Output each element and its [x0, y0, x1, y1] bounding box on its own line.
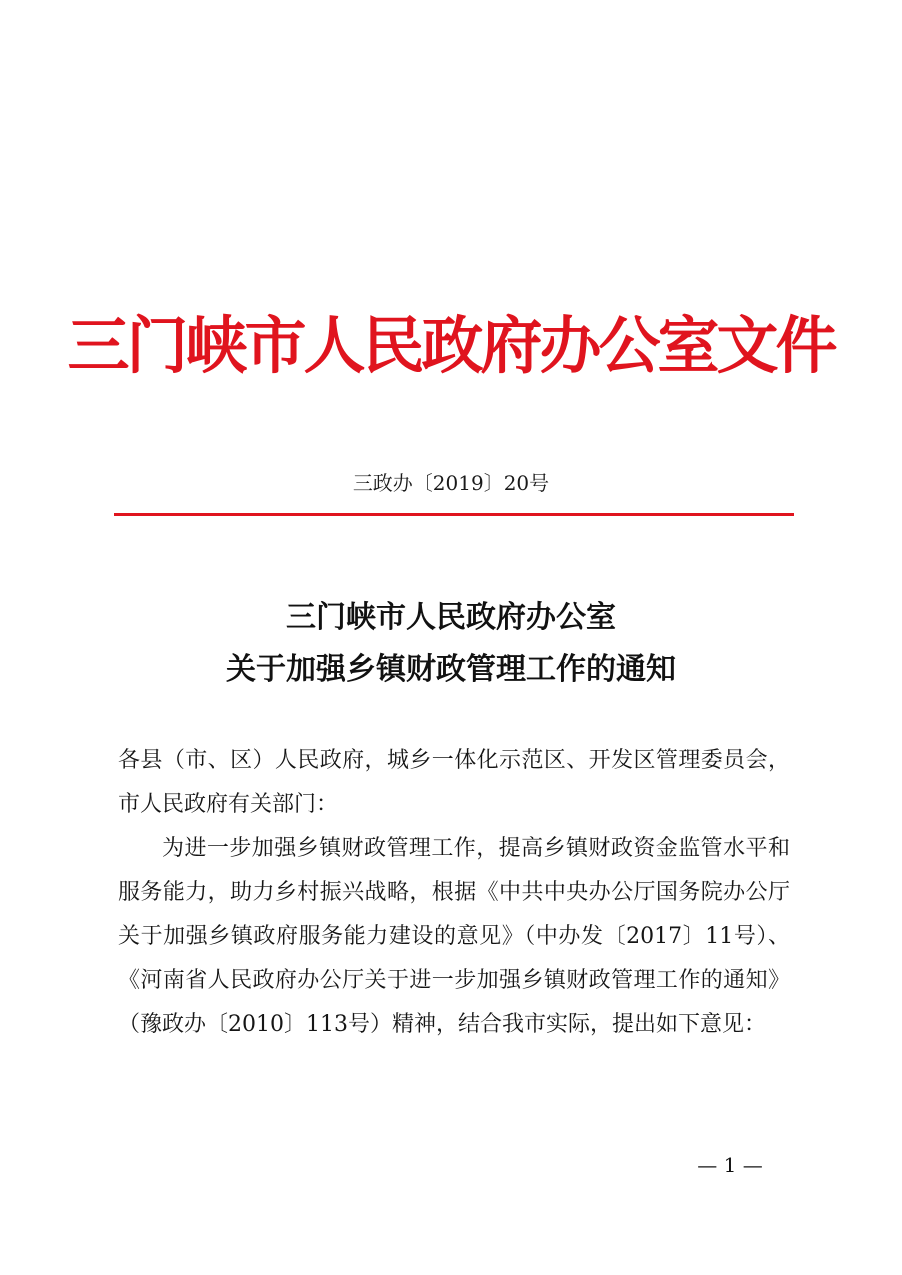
page-number: — 1 —	[697, 1153, 763, 1177]
document-title-line-2: 关于加强乡镇财政管理工作的通知	[226, 652, 676, 687]
salutation-paragraph: 各县（市、区）人民政府，城乡一体化示范区、开发区管理委员会，市人民政府有关部门：	[118, 748, 790, 817]
document-body	[118, 739, 790, 1047]
red-separator-line	[114, 513, 794, 516]
masthead-title: 三门峡市人民政府办公室文件	[67, 309, 835, 382]
document-title-line-1: 三门峡市人民政府办公室	[286, 600, 616, 635]
document-number: 三政办〔2019〕20号	[352, 471, 550, 495]
body-paragraph: 为进一步加强乡镇财政管理工作，提高乡镇财政资金监管水平和服务能力，助力乡村振兴战略，根据《中共中央办公厅国务院办公厅关于加强乡镇政府服务能力建设的意见》（中办发〔2017〕11号）、《河南省人民政府办公厅关于进一步加强乡镇财政管理工作的通知》（豫政办〔2010〕113号）精神，结合我市实际，提出如下意见：	[118, 836, 790, 1037]
